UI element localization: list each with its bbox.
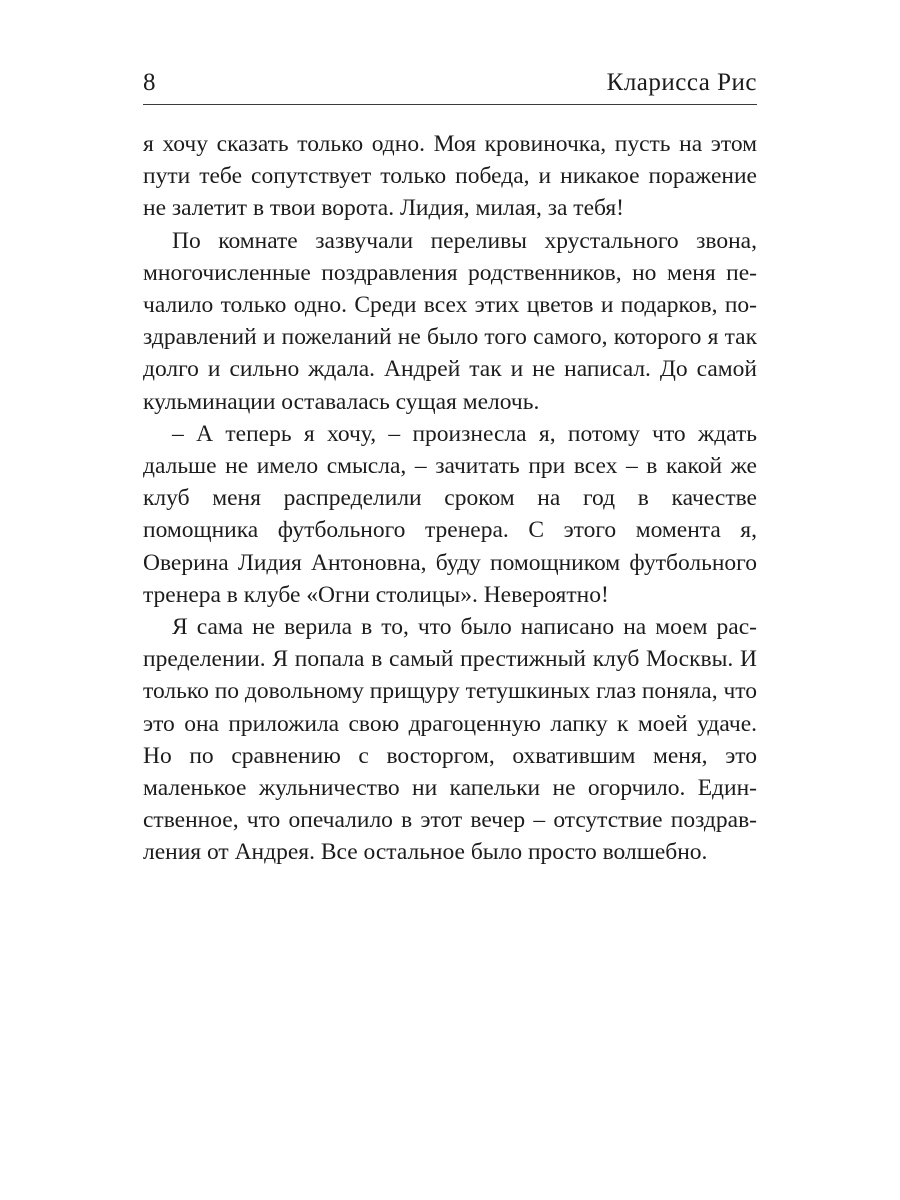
running-head bbox=[143, 62, 757, 102]
paragraph-1: я хочу сказать только одно. Моя кровиночка, пусть на этом пути тебе сопутствует только победа, и никакое поражение не залетит в твои ворота. Лидия, милая, за тебя! bbox=[143, 131, 757, 222]
paragraph-3: – А теперь я хочу, – произнесла я, потому что ждать дальше не имело смысла, – зачитать при всех – в какой же клуб меня распределили сроком на год в качестве помощника футбольного тренера. С этого момента я, Оверина Лидия Антоновна, буду помощником футбольного тренера в клубе «Огни столицы». Невероятно! bbox=[143, 420, 757, 608]
author-name: Кларисса Рис bbox=[606, 69, 757, 96]
paragraph-2: По комнате зазвучали переливы хрустального звона, многочисленные поздравления родственников, но меня печалило только одно. Среди всех этих цветов и подарков, поздравлений и пожеланий не было того самого, которого я так долго и сильно ждала. Андрей так и не написал. До самой кульминации оставалась сущая мелочь. bbox=[143, 227, 757, 415]
body-text bbox=[143, 128, 757, 869]
paragraph-4: Я сама не верила в то, что было написано на моем распределении. Я попала в самый престижный клуб Москвы. И только по довольному прищуру тетушкиных глаз поняла, что это она приложила свою драгоценную лапку к моей удаче. Но по сравнению с восторгом, охватившим меня, это маленькое жульничество ни капельки не огорчило. Единственное, что опечалило в этот вечер – отсутствие поздравления от Андрея. Все остальное было просто волшебно. bbox=[143, 614, 758, 866]
header-rule bbox=[143, 104, 757, 105]
page-number: 8 bbox=[143, 69, 156, 96]
